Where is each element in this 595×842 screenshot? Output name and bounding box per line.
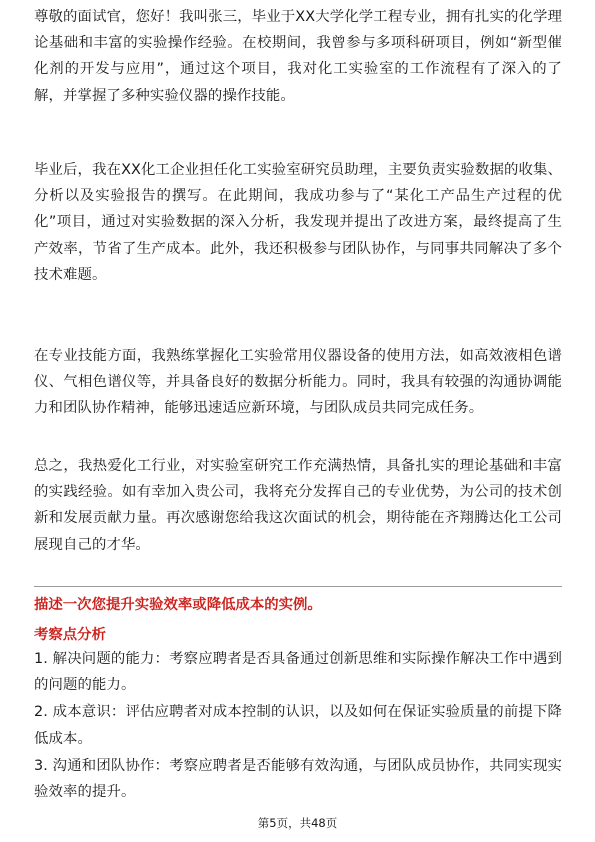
section-divider — [34, 586, 562, 587]
analysis-points-list — [34, 646, 562, 806]
page-number-footer: 第5页，共48页 — [257, 816, 338, 830]
analysis-point-problem-solving: 1. 解决问题的能力：考察应聘者是否具备通过创新思维和实际操作解决工作中遇到的问题的能力。 — [34, 651, 562, 694]
analysis-point-teamwork: 3. 沟通和团队协作：考察应聘者是否能够有效沟通，与团队成员协作，共同实现实验效率的提升。 — [34, 757, 562, 801]
analysis-point-cost-awareness: 2. 成本意识：评估应聘者对成本控制的认识，以及如何在保证实验质量的前提下降低成本。 — [34, 704, 562, 747]
body-paragraph-experience: 毕业后，我在XX化工企业担任化工实验室研究员助理，主要负责实验数据的收集、分析以及实验报告的撰写。在此期间，我成功参与了“某化工产品生产过程的优化”项目，通过对实验数据的深入分析，我发现并提出了改进方案，最终提高了生产效率，节省了生产成本。此外，我还积极参与团队协作，与同事共同解决了多个技术难题。 — [34, 162, 562, 283]
body-paragraph-conclusion: 总之，我热爱化工行业，对实验室研究工作充满热情，具备扎实的理论基础和丰富的实践经验。如有幸加入贵公司，我将充分发挥自己的专业优势，为公司的技术创新和发展贡献力量。再次感谢您给我这次面试的机会，期待能在齐翔腾达化工公司展现自己的才华。 — [34, 458, 562, 553]
interview-question-title: 描述一次您提升实验效率或降低成本的实例。 — [34, 597, 322, 613]
body-paragraph-skills: 在专业技能方面，我熟练掌握化工实验常用仪器设备的使用方法，如高效液相色谱仪、气相色谱仪等，并具备良好的数据分析能力。同时，我具有较强的沟通协调能力和团队协作精神，能够迅速适应新环境，与团队成员共同完成任务。 — [34, 348, 562, 417]
analysis-heading: 考察点分析 — [34, 627, 106, 643]
body-paragraph-intro: 尊敬的面试官，您好！我叫张三，毕业于XX大学化学工程专业，拥有扎实的化学理论基础和丰富的实验操作经验。在校期间，我曾参与多项科研项目，例如“新型催化剂的开发与应用”，通过这个项目，我对化工实验室的工作流程有了深入的了解，并掌握了多种实验仪器的操作技能。 — [34, 9, 562, 104]
